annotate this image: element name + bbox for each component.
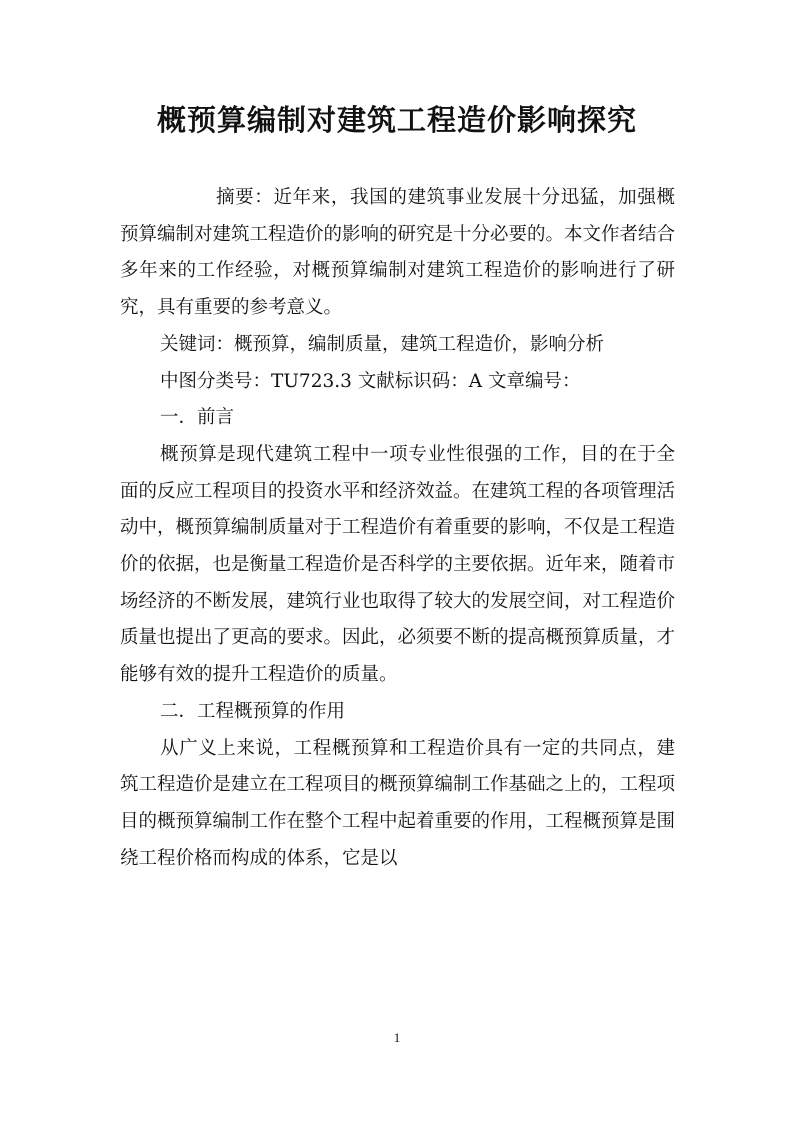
page-number: 1: [393, 1030, 401, 1045]
section-heading-role: 二．工程概预算的作用: [160, 700, 346, 722]
keywords-line: 关键词：概预算，编制质量，建筑工程造价，影响分析: [160, 333, 605, 355]
introduction-paragraph: 概预算是现代建筑工程中一项专业性很强的工作，目的在于全面的反应工程项目的投资水平和经济效益。在建筑工程的各项管理活动中，概预算编制质量对于工程造价有着重要的影响，不仅是工程造价的依据，也是衡量工程造价是否科学的主要依据。近年来，随着市场经济的不断发展，建筑行业也取得了较大的发展空间，对工程造价质量也提出了更高的要求。因此，必须要不断的提高概预算质量，才能够有效的提升工程造价的质量。: [120, 443, 676, 686]
role-paragraph: 从广义上来说，工程概预算和工程造价具有一定的共同点，建筑工程造价是建立在工程项目的概预算编制工作基础之上的，工程项目的概预算编制工作在整个工程中起着重要的作用，工程概预算是围绕工程价格而构成的体系，它是以: [120, 737, 676, 869]
classification-line: 中图分类号：TU723.3 文献标识码：A 文章编号：: [160, 370, 581, 392]
abstract-paragraph: 摘要：近年来，我国的建筑事业发展十分迅猛，加强概预算编制对建筑工程造价的影响的研究是十分必要的。本文作者结合多年来的工作经验，对概预算编制对建筑工程造价的影响进行了研究，具有重要的参考意义。: [120, 187, 676, 319]
document-title: 概预算编制对建筑工程造价影响探究: [156, 103, 637, 137]
document-body: [120, 180, 675, 877]
section-heading-introduction: 一．前言: [160, 407, 235, 429]
